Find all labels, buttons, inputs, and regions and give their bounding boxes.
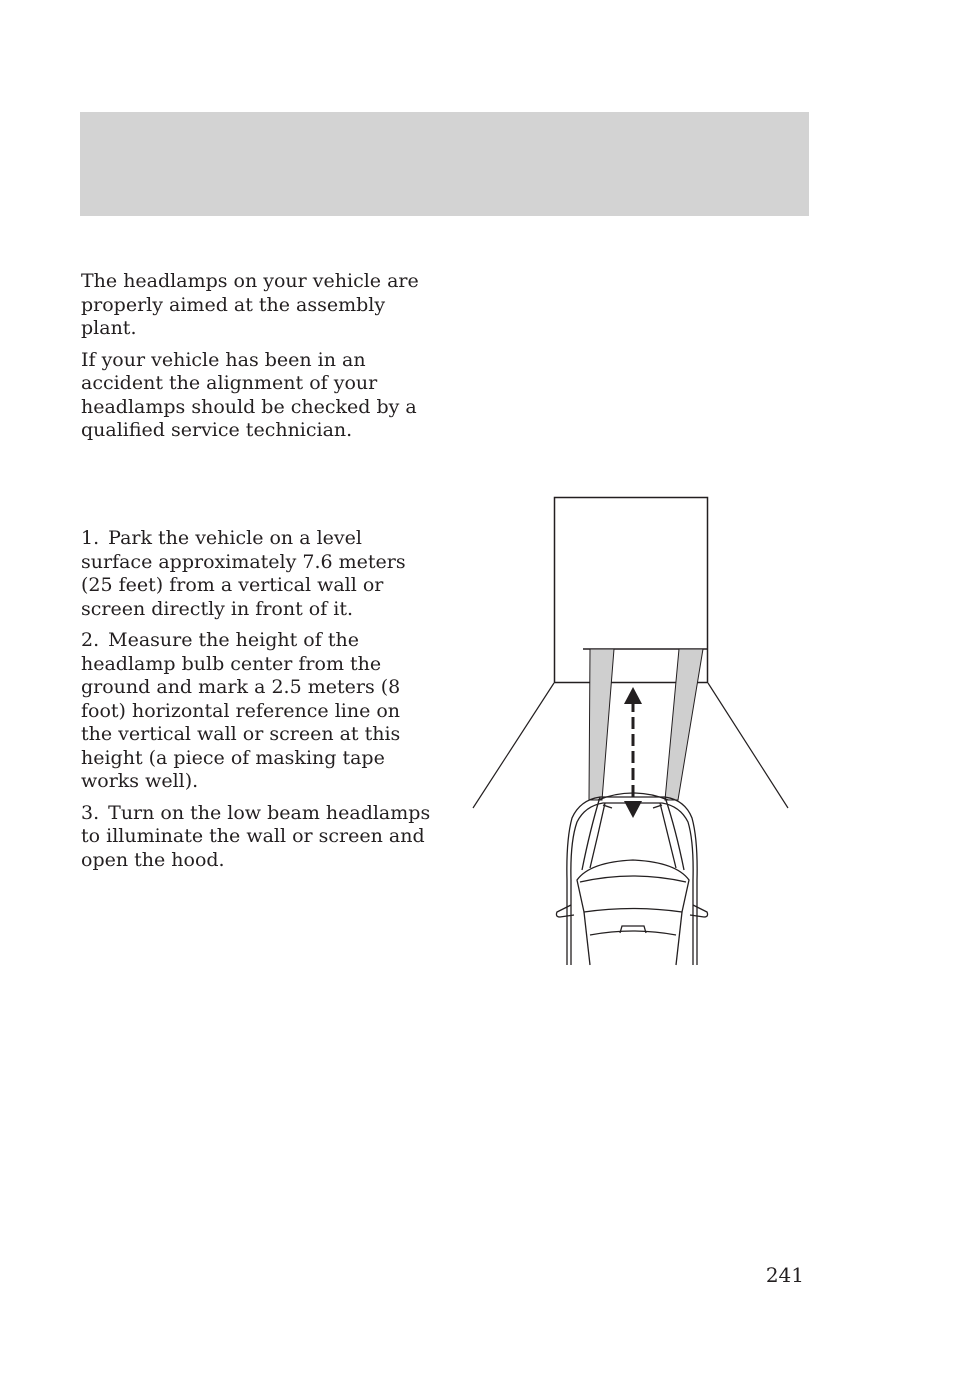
- step-text: Measure the height of the headlamp bulb center from the ground and mark a 2.5 meters (8 foot) horizontal reference line on the vertical wall or screen at this height (a piece of masking tape works well).: [81, 629, 401, 792]
- headlamp-aiming-diagram-icon: [460, 490, 800, 970]
- floor-line-left: [473, 683, 554, 808]
- intro-text: [81, 270, 433, 451]
- arrow-head-up: [624, 687, 642, 704]
- car-top-view: [556, 793, 707, 965]
- step-number: 2.: [81, 629, 100, 651]
- floor-line-right: [708, 683, 788, 808]
- step-item: [81, 629, 433, 794]
- intro-paragraph: The headlamps on your vehicle are properly aimed at the assembly plant.: [81, 270, 419, 339]
- section-header-band: [80, 112, 809, 216]
- headlamp-beam-right: [665, 649, 703, 800]
- headlamp-beam-left: [589, 649, 614, 800]
- step-number: 1.: [81, 527, 100, 549]
- step-item: [81, 527, 433, 621]
- intro-paragraph: If your vehicle has been in an accident the alignment of your headlamps should be checked by a qualified service technician.: [81, 348, 417, 441]
- step-item: [81, 802, 433, 873]
- procedure-steps: [81, 527, 433, 880]
- step-number: 3.: [81, 801, 100, 824]
- step-text: Turn on the low beam headlamps to illuminate the wall or screen and open the hood.: [81, 801, 431, 871]
- step-text: Park the vehicle on a level surface approximately 7.6 meters (25 feet) from a vertical wall or screen directly in front of it.: [81, 527, 406, 620]
- page-number: 241: [765, 1263, 804, 1287]
